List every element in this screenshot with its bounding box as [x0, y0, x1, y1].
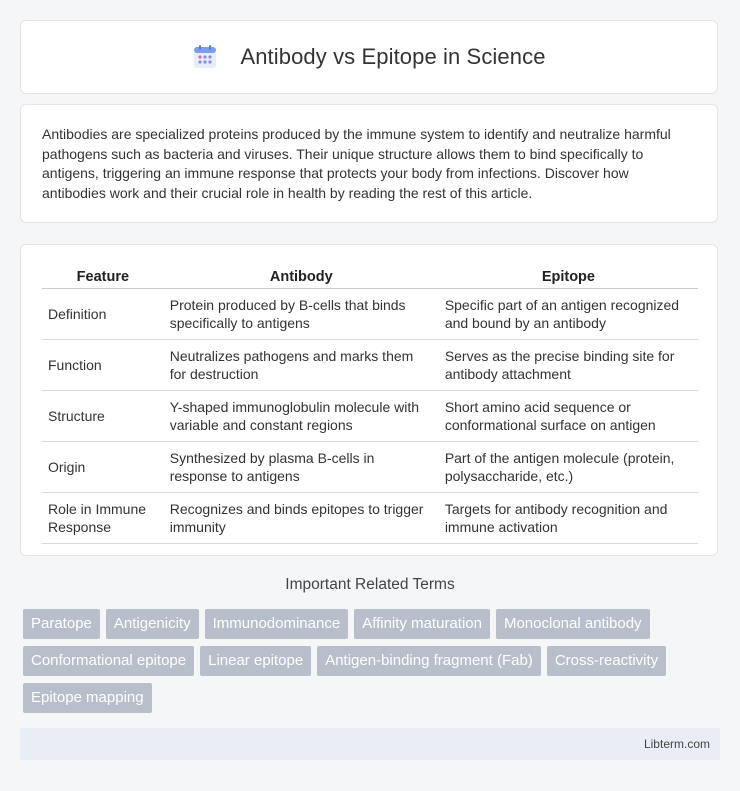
- footer-site-link[interactable]: Libterm.com: [643, 737, 710, 751]
- related-term-tag[interactable]: Paratope: [23, 609, 100, 639]
- table-cell-epitope: Serves as the precise binding site for antibody attachment: [439, 340, 698, 391]
- table-cell-feature: Role in Immune Response: [42, 493, 164, 544]
- table-cell-feature: Definition: [42, 289, 164, 340]
- related-term-tag[interactable]: Antigen-binding fragment (Fab): [317, 646, 541, 676]
- table-cell-antibody: Y-shaped immunoglobulin molecule with variable and constant regions: [164, 391, 439, 442]
- table-cell-antibody: Neutralizes pathogens and marks them for destruction: [164, 340, 439, 391]
- table-cell-antibody: Protein produced by B-cells that binds specifically to antigens: [164, 289, 439, 340]
- column-header-antibody: Antibody: [164, 263, 439, 289]
- related-terms-list: [23, 609, 723, 720]
- header-card: [20, 20, 718, 94]
- intro-paragraph: Antibodies are specialized proteins produced by the immune system to identify and neutralize harmful pathogens such as bacteria and viruses. Their unique structure allows them to bind specifically to antigens, triggering an immune response that protects your body from infections. Discover how antibodies work and their crucial role in health by reading the rest of this article.: [42, 126, 671, 201]
- table-cell-antibody: Synthesized by plasma B-cells in response to antigens: [164, 442, 439, 493]
- related-terms-title: Important Related Terms: [285, 576, 455, 593]
- table-row: [42, 442, 698, 493]
- table-cell-epitope: Part of the antigen molecule (protein, polysaccharide, etc.): [439, 442, 698, 493]
- table-cell-feature: Structure: [42, 391, 164, 442]
- page-title: Antibody vs Epitope in Science: [240, 44, 546, 69]
- table-cell-feature: Function: [42, 340, 164, 391]
- table-row: [42, 340, 698, 391]
- column-header-feature: Feature: [42, 263, 164, 289]
- footer: [20, 728, 720, 760]
- related-term-tag[interactable]: Affinity maturation: [354, 609, 490, 639]
- comparison-table-card: [20, 244, 718, 556]
- related-term-tag[interactable]: Immunodominance: [205, 609, 349, 639]
- related-term-tag[interactable]: Epitope mapping: [23, 683, 152, 713]
- table-row: [42, 493, 698, 544]
- intro-card: [20, 104, 718, 223]
- related-term-tag[interactable]: Antigenicity: [106, 609, 199, 639]
- table-cell-antibody: Recognizes and binds epitopes to trigger immunity: [164, 493, 439, 544]
- related-term-tag[interactable]: Cross-reactivity: [547, 646, 666, 676]
- column-header-epitope: Epitope: [439, 263, 698, 289]
- related-term-tag[interactable]: Linear epitope: [200, 646, 311, 676]
- table-cell-epitope: Specific part of an antigen recognized and bound by an antibody: [439, 289, 698, 340]
- comparison-table: [42, 263, 698, 544]
- table-cell-epitope: Targets for antibody recognition and immune activation: [439, 493, 698, 544]
- related-term-tag[interactable]: Conformational epitope: [23, 646, 194, 676]
- table-cell-feature: Origin: [42, 442, 164, 493]
- calendar-grid-icon: [192, 44, 218, 70]
- table-cell-epitope: Short amino acid sequence or conformational surface on antigen: [439, 391, 698, 442]
- table-row: [42, 391, 698, 442]
- table-header-row: [42, 263, 698, 289]
- related-term-tag[interactable]: Monoclonal antibody: [496, 609, 650, 639]
- table-row: [42, 289, 698, 340]
